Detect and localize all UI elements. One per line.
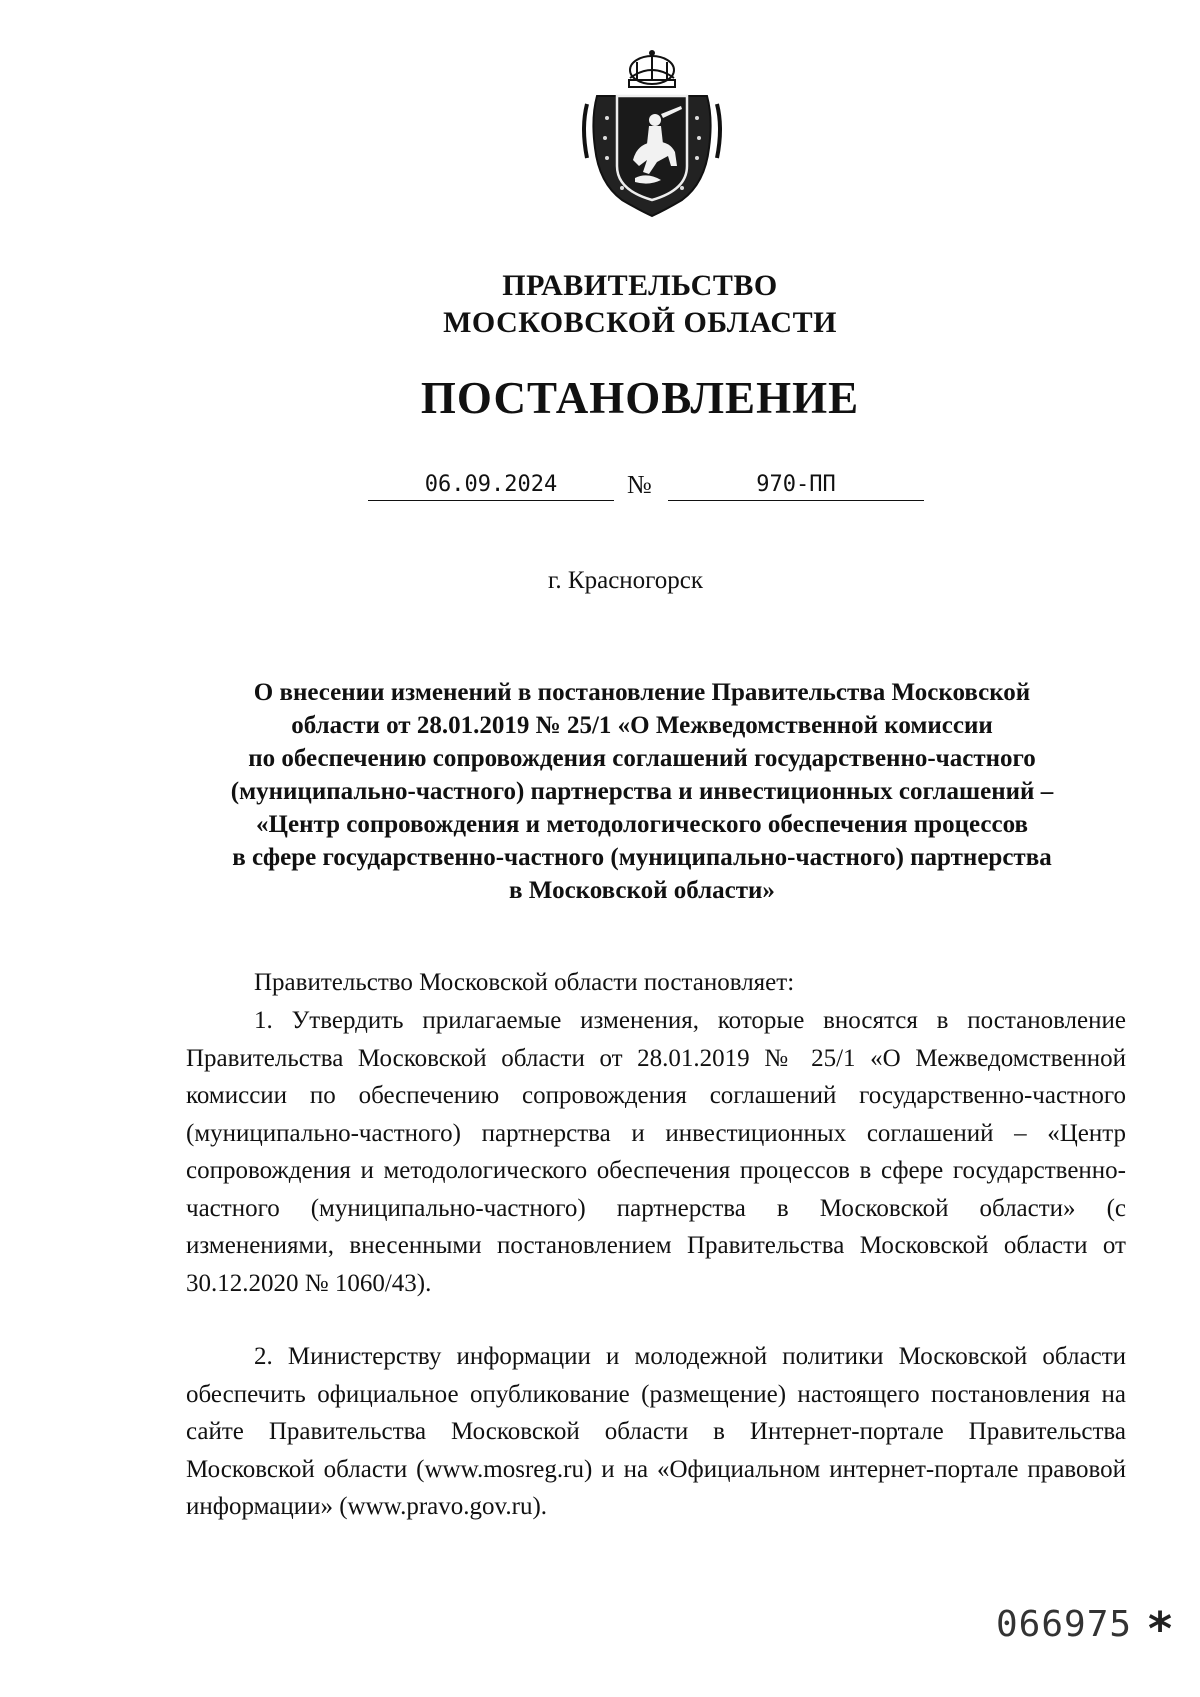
subject-line: (муниципально-частного) партнерства и инвестиционных соглашений – [230, 778, 1054, 805]
document-date: 06.09.2024 [368, 470, 614, 501]
document-number: 970-ПП [668, 470, 924, 501]
subject-line: в Московской области» [509, 877, 775, 904]
subject-line: О внесении изменений в постановление Правительства Московской [253, 679, 1031, 706]
preamble: Правительство Московской области постановляет: [254, 969, 795, 996]
subject-line: по обеспечению сопровождения соглашений государственно-частного [248, 745, 1036, 772]
coat-of-arms-icon [577, 48, 727, 220]
subject-line: в сфере государственно-частного (муниципально-частного) партнерства [232, 844, 1052, 871]
organization-name-line-1: ПРАВИТЕЛЬСТВО [502, 269, 778, 302]
city-name: г. Красногорск [548, 567, 704, 594]
organization-name-line-2: МОСКОВСКОЙ ОБЛАСТИ [443, 306, 837, 339]
subject-line: «Центр сопровождения и методологического обеспечения процессов [256, 811, 1028, 838]
registration-line [0, 470, 1200, 510]
paragraph-1: 1. Утвердить прилагаемые изменения, которые вносятся в постановление Правительства Московской области от 28.01.2019 № 25/1 «О Межведомственной комиссии по обеспечению сопровождения соглашений государственно-частного (муниципально-частного) партнерства и инвестиционных соглашений – «Центр сопровождения и методологического обеспечения процессов в сфере государственно-частного (муниципально-частного) партнерства в Московской области» (с изменениями, внесенными постановлением Правительства Московской области от 30.12.2020 № 1060/43). [186, 1007, 1126, 1297]
subject-line: области от 28.01.2019 № 25/1 «О Межведомственной комиссии [291, 712, 993, 739]
number-sign: № [627, 470, 652, 499]
form-serial-number: 066975 [996, 1604, 1133, 1645]
document-subject [150, 676, 1134, 907]
paragraph-2: 2. Министерству информации и молодежной политики Московской области обеспечить официальное опубликование (размещение) настоящего постановления на сайте Правительства Московской области в Интернет-портале Правительства Московской области (www.mosreg.ru) и на «Официальном интернет-портале правовой информации» (www.pravo.gov.ru). [186, 1343, 1126, 1520]
asterisk-mark: * [1148, 1602, 1173, 1656]
document-type-title: ПОСТАНОВЛЕНИЕ [420, 373, 860, 423]
